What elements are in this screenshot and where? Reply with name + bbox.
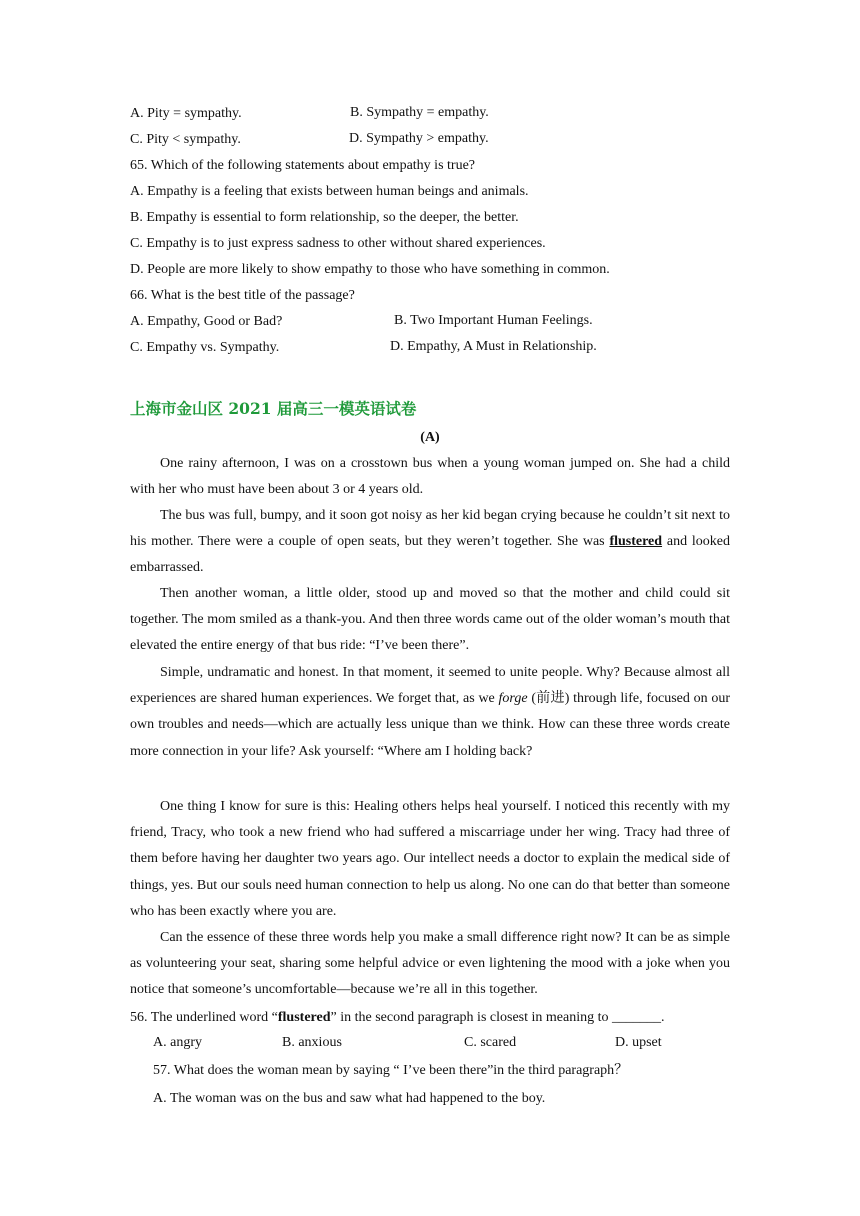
underlined-word: flustered <box>609 534 663 550</box>
q57-option-a: A. The woman was on the bus and saw what had happened to the boy. <box>153 1091 546 1106</box>
section-title: 上海市金山区 2021 届高三一模英语试卷 <box>130 399 417 418</box>
italic-word: forge <box>498 691 528 707</box>
q65-option-d: D. People are more likely to show empathy to those who have something in common. <box>130 262 610 277</box>
q65-option-b: B. Empathy is essential to form relationship, so the deeper, the better. <box>130 210 519 225</box>
q65-option-a: A. Empathy is a feeling that exists between human beings and animals. <box>130 184 529 199</box>
q56-bold-word: flustered <box>277 1010 331 1025</box>
paragraph-2: The bus was full, bumpy, and it soon got noisy as her kid began crying because he couldn’t sit next to his mother. There were a couple of open seats, but they weren’t together. She was flustered and looked embarrassed. <box>130 508 730 576</box>
q66-option-b: B. Two Important Human Feelings. <box>394 313 593 328</box>
paragraph-6: Can the essence of these three words help you make a small difference right now? It can be as simple as volunteering your seat, sharing some helpful advice or even lightening the mood with a joke when you notice that someone’s uncomfortable—because we’re all in this together. <box>130 930 730 998</box>
paragraph-1: One rainy afternoon, I was on a crosstown bus when a young woman jumped on. She had a child with her who must have been about 3 or 4 years old. <box>130 456 730 498</box>
q66-stem: 66. What is the best title of the passage? <box>130 288 355 303</box>
paragraph-5: One thing I know for sure is this: Healing others helps heal yourself. I noticed this recently with my friend, Tracy, who took a new friend who had suffered a miscarriage under her wing. Tracy had three of them before having her daughter two years ago. Our intellect needs a doctor to explain the medical side of things, yes. But our souls need human connection to help us along. No one can do that better than someone who has been exactly where you are. <box>130 799 730 919</box>
q64-option-a: A. Pity = sympathy. <box>130 106 242 121</box>
q56-option-d: D. upset <box>615 1035 662 1050</box>
part-label: (A) <box>420 430 440 445</box>
q56-option-b: B. anxious <box>282 1035 342 1050</box>
q66-option-c: C. Empathy vs. Sympathy. <box>130 340 280 355</box>
q66-option-a: A. Empathy, Good or Bad? <box>130 314 283 329</box>
q66-option-d: D. Empathy, A Must in Relationship. <box>390 339 597 354</box>
paragraph-3: Then another woman, a little older, stood up and moved so that the mother and child could sit together. The mom smiled as a thank-you. And then three words came out of the older woman’s mouth that elevated the entire energy of that bus ride: “I’ve been there”. <box>130 586 730 654</box>
q56-stem: 56. The underlined word “flustered” in the second paragraph is closest in meaning to _______. <box>130 1010 665 1025</box>
q56-option-c: C. scared <box>464 1035 517 1050</box>
q65-option-c: C. Empathy is to just express sadness to other without shared experiences. <box>130 236 546 251</box>
q64-option-b: B. Sympathy = empathy. <box>350 105 489 120</box>
q64-option-c: C. Pity < sympathy. <box>130 132 241 147</box>
q64-option-d: D. Sympathy > empathy. <box>349 131 489 146</box>
paragraph-4: Simple, undramatic and honest. In that moment, it seemed to unite people. Why? Because almost all experiences are shared human experiences. We forget that, as we forge (前进) through life, focused on our own troubles and needs—which are actually less unique than we think. How can these three words create more connection in your life? Ask yourself: “Where am I holding back? <box>130 665 731 759</box>
q56-option-a: A. angry <box>153 1035 202 1050</box>
q57-stem: 57. What does the woman mean by saying “ I’ve been there”in the third paragraph？ <box>153 1063 629 1078</box>
q65-stem: 65. Which of the following statements about empathy is true? <box>130 158 475 173</box>
